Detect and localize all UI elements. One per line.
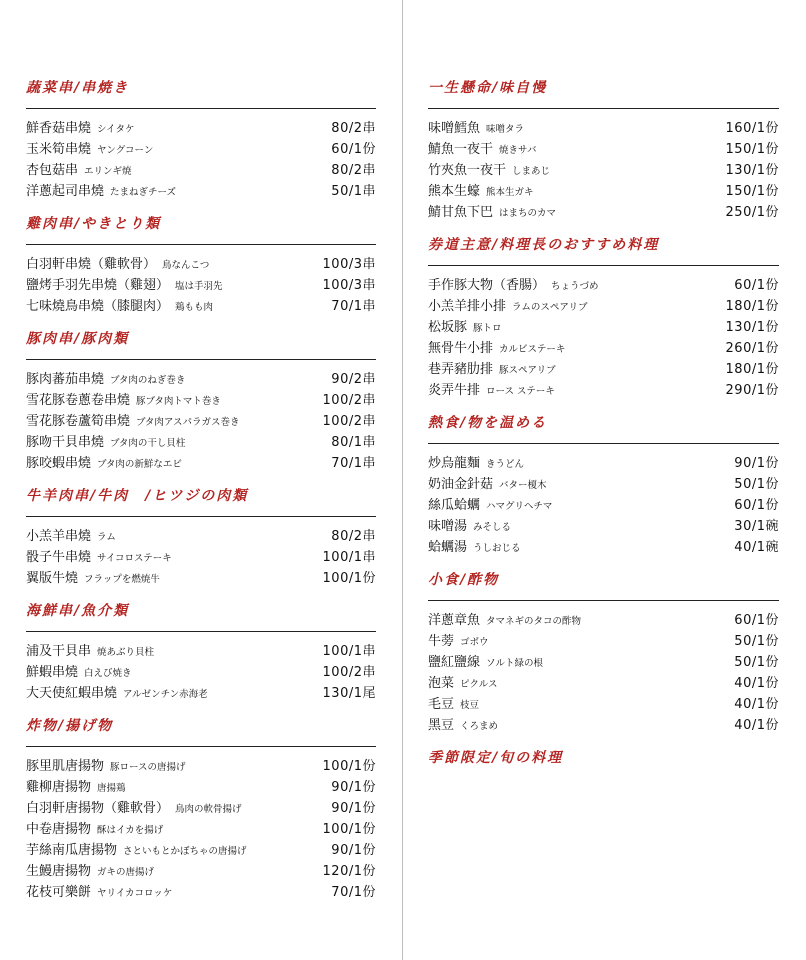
item-name: 鯖甘魚下巴 (428, 205, 494, 220)
item-label (26, 880, 172, 904)
item-name: 味噌鱈魚 (428, 121, 481, 136)
item-japanese-name: ハマグリヘチマ (486, 501, 553, 512)
item-name: 炎弄牛排 (428, 383, 481, 398)
menu-item (26, 252, 376, 273)
item-japanese-name: くろまめ (460, 721, 499, 732)
item-price: 150/1份 (725, 184, 779, 199)
item-name: 大天使紅蝦串燒 (26, 686, 118, 701)
item-name: 奶油金針菇 (428, 477, 494, 492)
section-title: 蔬菜串/串焼き (26, 80, 130, 96)
item-price: 100/1串 (322, 550, 376, 565)
item-japanese-name: ラムのスペアリブ (512, 302, 588, 313)
item-price: 100/2串 (322, 414, 376, 429)
menu-item (428, 451, 779, 472)
item-japanese-name: カルビステーキ (499, 344, 566, 355)
item-name: 雞柳唐揚物 (26, 780, 92, 795)
item-name: 小羔羊排小排 (428, 299, 507, 314)
item-price: 150/1份 (725, 142, 779, 157)
menu-item (428, 378, 779, 399)
section-title: 海鮮串/魚介類 (26, 603, 130, 619)
item-list (428, 116, 779, 221)
item-list (26, 524, 376, 587)
item-list (26, 116, 376, 200)
page-fold-divider (402, 0, 403, 960)
item-price: 40/1碗 (734, 540, 779, 555)
item-price: 60/1份 (734, 278, 779, 293)
item-japanese-name: 枝豆 (460, 700, 480, 711)
item-japanese-name: うしおじる (473, 543, 521, 554)
item-japanese-name: エリンギ焼 (84, 166, 132, 177)
item-label (428, 713, 498, 737)
item-japanese-name: ヤングコーン (97, 145, 154, 156)
item-japanese-name: 豚スペアリブ (499, 365, 556, 376)
item-japanese-name: ピクルス (460, 679, 498, 690)
item-name: 白羽軒唐揚物（雞軟骨） (26, 801, 170, 816)
section-title: 牛羊肉串/牛肉 /ヒツジの肉類 (26, 488, 249, 504)
menu-item (428, 137, 779, 158)
item-japanese-name: 酥はイカを揚げ (97, 825, 164, 836)
item-price: 100/2串 (322, 665, 376, 680)
section-title: 小食/酢物 (428, 572, 500, 588)
item-japanese-name: 豚ブタ肉トマト巻き (136, 396, 221, 407)
section-rule (26, 244, 376, 245)
item-japanese-name: ブタ肉の干し貝柱 (110, 438, 186, 449)
item-label (26, 179, 176, 203)
item-japanese-name: タマネギのタコの酢物 (486, 616, 582, 627)
menu-item (428, 294, 779, 315)
item-japanese-name: ラム (97, 532, 116, 543)
item-japanese-name: バター榎木 (499, 480, 547, 491)
item-japanese-name: 鳥肉の軟骨揚げ (175, 804, 242, 815)
item-name: 豚咬蝦串燒 (26, 456, 92, 471)
section-title: 季節限定/旬の料理 (428, 750, 564, 766)
item-name: 雪花豚卷蔥卷串燒 (26, 393, 131, 408)
item-name: 熊本生蠔 (428, 184, 481, 199)
item-japanese-name: ソルト緑の根 (486, 658, 544, 669)
section-title: 一生懸命/味自慢 (428, 80, 548, 96)
item-japanese-name: ゴボウ (460, 637, 489, 648)
section-rule (428, 265, 779, 266)
right-menu-column (428, 78, 779, 782)
item-price: 90/1份 (331, 780, 376, 795)
item-price: 50/1份 (734, 634, 779, 649)
item-japanese-name: ブタ肉アスパラガス巻き (136, 417, 240, 428)
menu-item (428, 315, 779, 336)
item-label (26, 294, 213, 318)
item-japanese-name: 味噌タラ (486, 124, 525, 135)
menu-item (428, 535, 779, 556)
menu-item (26, 796, 376, 817)
item-japanese-name: さといもとかぼちゃの唐揚げ (123, 846, 247, 857)
item-japanese-name: きうどん (486, 459, 525, 470)
item-price: 130/1份 (725, 163, 779, 178)
menu-item (26, 116, 376, 137)
item-japanese-name: シイタケ (97, 124, 135, 135)
item-japanese-name: 唐揚鶏 (97, 783, 126, 794)
menu-item (428, 158, 779, 179)
menu-item (26, 775, 376, 796)
item-price: 100/2串 (322, 393, 376, 408)
menu-section (26, 329, 376, 472)
item-name: 豚肉蕃茄串燒 (26, 372, 105, 387)
menu-item (428, 200, 779, 221)
item-price: 40/1份 (734, 697, 779, 712)
item-price: 100/1份 (322, 571, 376, 586)
item-name: 炒烏龍麵 (428, 456, 481, 471)
item-name: 鮮香菇串燒 (26, 121, 92, 136)
item-price: 50/1份 (734, 477, 779, 492)
item-price: 180/1份 (725, 299, 779, 314)
menu-item (26, 294, 376, 315)
section-title: 券道主意/料理長のおすすめ料理 (428, 237, 660, 253)
menu-item (26, 367, 376, 388)
item-japanese-name: ガキの唐揚げ (97, 867, 155, 878)
menu-item (26, 859, 376, 880)
item-name: 無骨牛小排 (428, 341, 494, 356)
menu-item (428, 671, 779, 692)
menu-item (428, 472, 779, 493)
item-name: 鯖魚一夜干 (428, 142, 494, 157)
item-name: 花枝可樂餅 (26, 885, 92, 900)
menu-item (428, 692, 779, 713)
item-japanese-name: 鶏もも肉 (175, 302, 214, 313)
item-label (26, 681, 208, 705)
menu-section (26, 214, 376, 315)
item-name: 杏包菇串 (26, 163, 79, 178)
item-japanese-name: 豚トロ (473, 323, 502, 334)
item-japanese-name: フラップを燃焼牛 (84, 574, 160, 585)
item-price: 180/1份 (725, 362, 779, 377)
menu-item (26, 430, 376, 451)
item-name: 浦及干貝串 (26, 644, 92, 659)
item-name: 絲瓜蛤蠣 (428, 498, 481, 513)
item-name: 豚吻干貝串燒 (26, 435, 105, 450)
item-price: 260/1份 (725, 341, 779, 356)
item-japanese-name: ちょうづめ (551, 281, 599, 292)
item-price: 130/1份 (725, 320, 779, 335)
item-japanese-name: はまちのカマ (499, 208, 557, 219)
item-price: 40/1份 (734, 718, 779, 733)
item-name: 鹽紅鹽線 (428, 655, 481, 670)
section-rule (26, 359, 376, 360)
menu-section (26, 716, 376, 901)
menu-item (26, 880, 376, 901)
menu-item (26, 545, 376, 566)
item-price: 80/2串 (331, 529, 376, 544)
item-name: 雪花豚卷蘆筍串燒 (26, 414, 131, 429)
menu-section (26, 78, 376, 200)
menu-item (26, 566, 376, 587)
item-list (26, 639, 376, 702)
item-name: 骰子牛串燒 (26, 550, 92, 565)
menu-item (26, 817, 376, 838)
menu-item (428, 713, 779, 734)
item-japanese-name: しまあじ (512, 166, 551, 177)
item-price: 80/1串 (331, 435, 376, 450)
item-price: 70/1串 (331, 456, 376, 471)
item-name: 白羽軒串燒（雞軟骨） (26, 257, 157, 272)
menu-item (26, 754, 376, 775)
item-name: 洋蔥起司串燒 (26, 184, 105, 199)
section-rule (428, 600, 779, 601)
menu-section (428, 748, 779, 782)
item-price: 250/1份 (725, 205, 779, 220)
menu-section (428, 78, 779, 221)
menu-item (26, 273, 376, 294)
section-title: 雞肉串/やきとり類 (26, 216, 162, 232)
section-rule (26, 108, 376, 109)
item-price: 60/1份 (734, 498, 779, 513)
item-price: 100/3串 (322, 278, 376, 293)
menu-item (428, 650, 779, 671)
item-price: 70/1串 (331, 299, 376, 314)
item-name: 翼版牛燒 (26, 571, 79, 586)
item-label (428, 535, 521, 559)
item-name: 中卷唐揚物 (26, 822, 92, 837)
item-price: 160/1份 (725, 121, 779, 136)
item-japanese-name: サイコロステーキ (97, 553, 172, 564)
item-japanese-name: 鳥なんこつ (162, 260, 210, 271)
item-price: 30/1碗 (734, 519, 779, 534)
item-price: 40/1份 (734, 676, 779, 691)
item-label (26, 566, 160, 590)
item-name: 玉米筍串燒 (26, 142, 92, 157)
item-name: 芋絲南瓜唐揚物 (26, 843, 118, 858)
section-title: 豚肉串/豚肉類 (26, 331, 130, 347)
item-list (26, 252, 376, 315)
section-rule (428, 108, 779, 109)
item-japanese-name: 焼あぶり貝柱 (97, 647, 155, 658)
menu-item (428, 336, 779, 357)
item-name: 鮮蝦串燒 (26, 665, 79, 680)
menu-section (428, 570, 779, 734)
item-name: 竹夾魚一夜干 (428, 163, 507, 178)
item-price: 90/2串 (331, 372, 376, 387)
item-price: 80/2串 (331, 163, 376, 178)
item-japanese-name: 焼きサバ (499, 145, 537, 156)
item-name: 松坂豚 (428, 320, 468, 335)
item-name: 味噌湯 (428, 519, 468, 534)
item-japanese-name: 白えび焼き (84, 668, 132, 679)
section-title: 炸物/揚げ物 (26, 718, 114, 734)
menu-section (26, 601, 376, 702)
item-price: 100/1份 (322, 759, 376, 774)
item-name: 泡菜 (428, 676, 455, 691)
menu-item (428, 629, 779, 650)
item-japanese-name: みそしる (473, 522, 512, 533)
item-price: 60/1份 (734, 613, 779, 628)
item-japanese-name: ブタ肉のねぎ巻き (110, 375, 186, 386)
item-list (26, 367, 376, 472)
item-japanese-name: ヤリイカコロッケ (97, 888, 173, 899)
item-japanese-name: たまねぎチーズ (110, 187, 177, 198)
menu-item (428, 493, 779, 514)
item-japanese-name: ブタ肉の新鮮なエビ (97, 459, 182, 470)
item-label (26, 451, 182, 475)
item-label (428, 378, 555, 402)
item-price: 120/1份 (322, 864, 376, 879)
menu-section (428, 413, 779, 556)
item-price: 90/1份 (331, 843, 376, 858)
item-japanese-name: ロース ステーキ (486, 386, 555, 397)
section-rule (26, 746, 376, 747)
menu-item (26, 388, 376, 409)
item-price: 90/1份 (331, 801, 376, 816)
item-name: 豚里肌唐揚物 (26, 759, 105, 774)
menu-item (26, 639, 376, 660)
menu-item (26, 137, 376, 158)
item-label (428, 200, 556, 224)
section-title: 熱食/物を温める (428, 415, 548, 431)
item-price: 50/1串 (331, 184, 376, 199)
item-name: 巷弄豬肋排 (428, 362, 494, 377)
item-list (26, 754, 376, 901)
section-rule (26, 631, 376, 632)
item-price: 130/1尾 (322, 686, 376, 701)
menu-item (428, 273, 779, 294)
left-menu-column (26, 78, 376, 915)
menu-item (26, 409, 376, 430)
menu-item (26, 838, 376, 859)
item-name: 手作豚大物（香腸） (428, 278, 546, 293)
item-name: 七味燒鳥串燒（膝腿肉） (26, 299, 170, 314)
item-price: 90/1份 (734, 456, 779, 471)
item-name: 小羔羊串燒 (26, 529, 92, 544)
menu-item (26, 179, 376, 200)
item-name: 生鰻唐揚物 (26, 864, 92, 879)
menu-item (428, 608, 779, 629)
menu-item (428, 179, 779, 200)
item-japanese-name: アルゼンチン赤海老 (123, 689, 208, 700)
item-price: 100/1串 (322, 644, 376, 659)
section-rule (26, 516, 376, 517)
item-price: 290/1份 (725, 383, 779, 398)
item-price: 100/3串 (322, 257, 376, 272)
item-name: 鹽烤手羽先串燒（雞翅） (26, 278, 170, 293)
item-name: 蛤蠣湯 (428, 540, 468, 555)
item-list (428, 451, 779, 556)
item-name: 毛豆 (428, 697, 455, 712)
menu-section (26, 486, 376, 587)
item-japanese-name: 熊本生ガキ (486, 187, 534, 198)
section-rule (428, 443, 779, 444)
item-price: 60/1份 (331, 142, 376, 157)
item-japanese-name: 豚ロースの唐揚げ (110, 762, 186, 773)
item-japanese-name: 塩は手羽先 (175, 281, 223, 292)
item-name: 牛蒡 (428, 634, 455, 649)
menu-item (428, 357, 779, 378)
menu-item (26, 660, 376, 681)
item-name: 黑豆 (428, 718, 455, 733)
menu-item (26, 451, 376, 472)
item-list (428, 273, 779, 399)
menu-item (428, 514, 779, 535)
item-price: 80/2串 (331, 121, 376, 136)
menu-item (26, 681, 376, 702)
menu-item (428, 116, 779, 137)
menu-item (26, 524, 376, 545)
item-price: 50/1份 (734, 655, 779, 670)
item-list (428, 608, 779, 734)
menu-section (428, 235, 779, 399)
menu-item (26, 158, 376, 179)
item-price: 70/1份 (331, 885, 376, 900)
item-price: 100/1份 (322, 822, 376, 837)
item-name: 洋蔥章魚 (428, 613, 481, 628)
